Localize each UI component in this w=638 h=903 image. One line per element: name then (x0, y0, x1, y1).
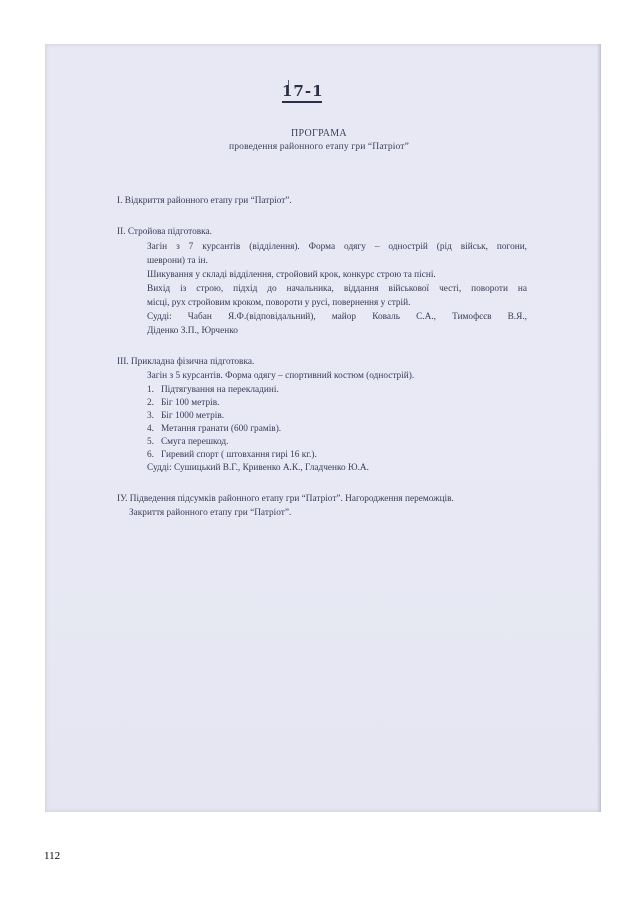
section-2-judges: Судді: Чабан Я.Ф.(відповідальний), майор Коваль С.А., Тимофєєв В.Я., (147, 312, 527, 322)
document-title: ПРОГРАМА (291, 128, 347, 139)
section-2-line: місці, рух стройовим кроком, повороти у русі, повернення у стрій. (147, 298, 411, 308)
document-number-underline (282, 101, 322, 103)
section-2-judges: Діденко З.П., Юрченко (147, 326, 238, 336)
section-2-line: Вихід із строю, підхід до начальника, віддання військової честі, повороти на (147, 284, 527, 294)
section-1-heading: І. Відкриття районного етапу гри “Патріот”. (117, 196, 292, 206)
section-3-intro: Загін з 5 курсантів. Форма одягу – спортивний костюм (однострій). (147, 371, 415, 381)
section-2-line: Шикування у складі відділення, стройовий крок, конкурс строю та пісні. (147, 270, 436, 280)
section-4-line: ІУ. Підведення підсумків районного етапу гри “Патріот”. Нагородження переможців. (117, 494, 454, 504)
scanned-page (45, 44, 601, 812)
document-number: 17-1 (282, 82, 324, 100)
section-4-line: Закриття районного етапу гри “Патріот”. (129, 508, 292, 518)
list-item: 5. Смуга перешкод. (147, 437, 229, 447)
list-item: 4. Метання гранати (600 грамів). (147, 424, 282, 434)
list-item: 1. Підтягування на перекладині. (147, 385, 279, 395)
section-3-judges: Судді: Сушицький В.Г., Кривенко А.К., Гладченко Ю.А. (147, 463, 369, 473)
section-2-heading: ІІ. Стройова підготовка. (117, 227, 212, 237)
list-item: 2. Біг 100 метрів. (147, 398, 220, 408)
section-2-line: Загін з 7 курсантів (відділення). Форма одягу – однострій (рід військ, погони, (147, 242, 527, 252)
document-subtitle: проведення районного етапу гри “Патріот” (229, 141, 409, 152)
list-item: 3. Біг 1000 метрів. (147, 411, 225, 421)
page-number: 112 (44, 850, 61, 862)
section-2-line: шеврони) та ін. (147, 256, 208, 266)
list-item: 6. Гиревий спорт ( штовхання гирі 16 кг.). (147, 450, 317, 460)
scan-edge-shadow (597, 44, 601, 812)
section-3-heading: ІІІ. Прикладна фізична підготовка. (117, 357, 255, 367)
